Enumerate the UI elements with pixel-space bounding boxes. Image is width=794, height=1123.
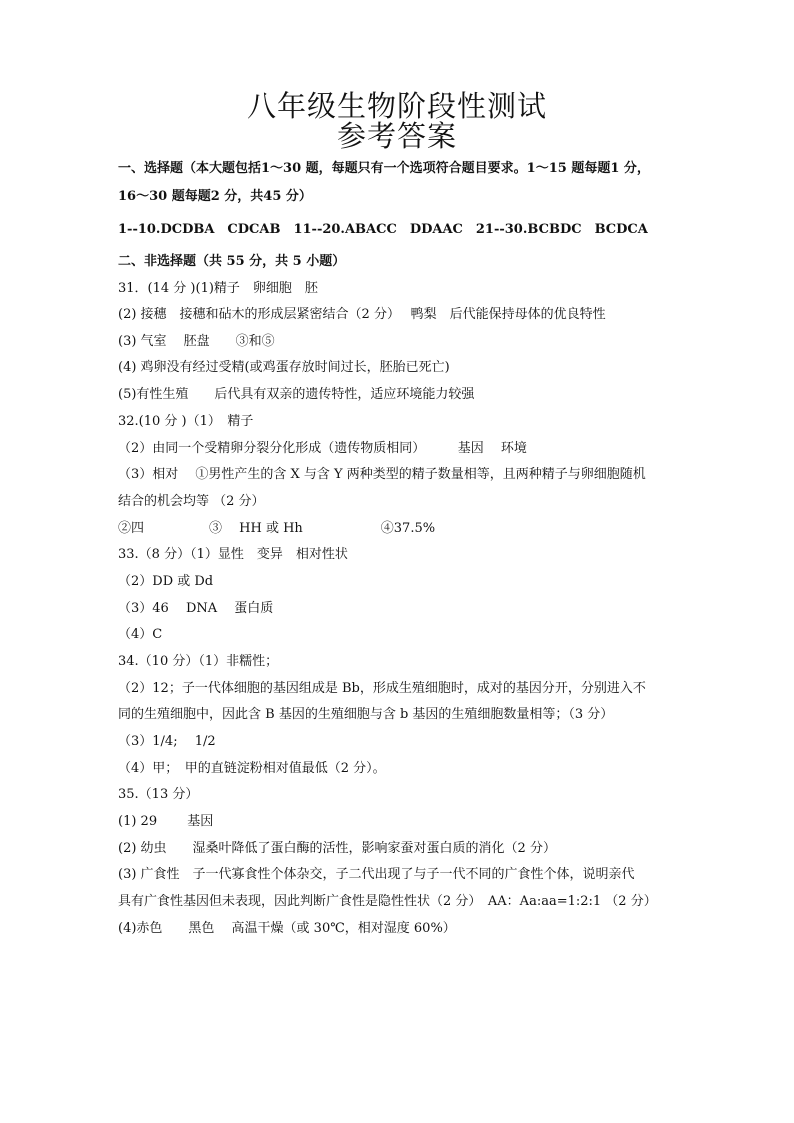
answer-line: （2）12；子一代体细胞的基因组成是 Bb，形成生殖细胞时，成对的基因分开，分别进入不: [118, 681, 646, 696]
answer-line: 35.（13 分）: [118, 787, 199, 802]
answer-line: （3）1/4; 1/2: [118, 734, 216, 749]
answer-line: (5)有性生殖 后代具有双亲的遗传特性，适应环境能力较强: [118, 387, 475, 402]
answer-line: （2）由同一个受精卵分裂分化形成（遗传物质相同） 基因 环境: [118, 441, 527, 456]
answer-line: （2）DD 或 Dd: [118, 574, 214, 589]
answer-line: (4) 鸡卵没有经过受精(或鸡蛋存放时间过长，胚胎已死亡): [118, 360, 450, 375]
answer-line: 33.（8 分）（1）显性 变异 相对性状: [118, 547, 348, 562]
answer-line: （4）甲； 甲的直链淀粉相对值最低（2 分）。: [118, 761, 386, 776]
page-title: 八年级生物阶段性测试: [246, 89, 547, 123]
section1-heading-line1: 一、选择题（本大题包括1～30 题，每题只有一个选项符合题目要求。1～15 题每题1 分，: [118, 161, 650, 176]
answer-line: (3) 广食性 子一代寡食性个体杂交，子二代出现了与子一代不同的广食性个体，说明亲代: [118, 867, 635, 882]
answer-line: (2) 接穗 接穗和砧木的形成层紧密结合（2 分） 鸭梨 后代能保持母体的优良特性: [118, 307, 606, 322]
page-subtitle: 参考答案: [336, 119, 457, 153]
answer-line: (2) 幼虫 湿桑叶降低了蛋白酶的活性，影响家蚕对蛋白质的消化（2 分）: [118, 841, 556, 856]
section1-answers: 1--10.DCDBA CDCAB 11--20.ABACC DDAAC 21--30.BCBDC BCDCA: [118, 222, 648, 237]
section2-heading: 二、非选择题（共 55 分，共 5 小题）: [118, 254, 346, 269]
answer-line: 34.（10 分）（1）非糯性；: [118, 654, 279, 669]
answer-line: (4)赤色 黑色 高温干燥（或 30℃，相对湿度 60%）: [118, 921, 456, 936]
answer-line: 同的生殖细胞中，因此含 B 基因的生殖细胞与含 b 基因的生殖细胞数量相等；（3 分）: [118, 707, 614, 722]
answer-line: ②四 ③ HH 或 Hh ④37.5%: [118, 521, 436, 536]
section1-heading-line2: 16～30 题每题2 分，共45 分）: [118, 189, 312, 204]
answer-line: （3）相对 ①男性产生的含 X 与含 Y 两种类型的精子数量相等，且两种精子与卵细胞随机: [118, 467, 646, 482]
answer-line: 结合的机会均等 （2 分）: [118, 494, 265, 509]
answer-line: (1) 29 基因: [118, 814, 214, 829]
answer-line: 具有广食性基因但未表现，因此判断广食性是隐性性状（2 分） AA：Aa:aa=1:2:1 （2 分）: [118, 894, 657, 909]
answer-line: 31．(14 分 )(1)精子 卵细胞 胚: [118, 281, 318, 296]
answer-line: (3) 气室 胚盘 ③和⑤: [118, 334, 275, 349]
answer-line: 32.(10 分 )（1） 精子: [118, 414, 254, 429]
answer-line: （4）C: [118, 627, 163, 642]
answer-line: （3）46 DNA 蛋白质: [118, 601, 274, 616]
